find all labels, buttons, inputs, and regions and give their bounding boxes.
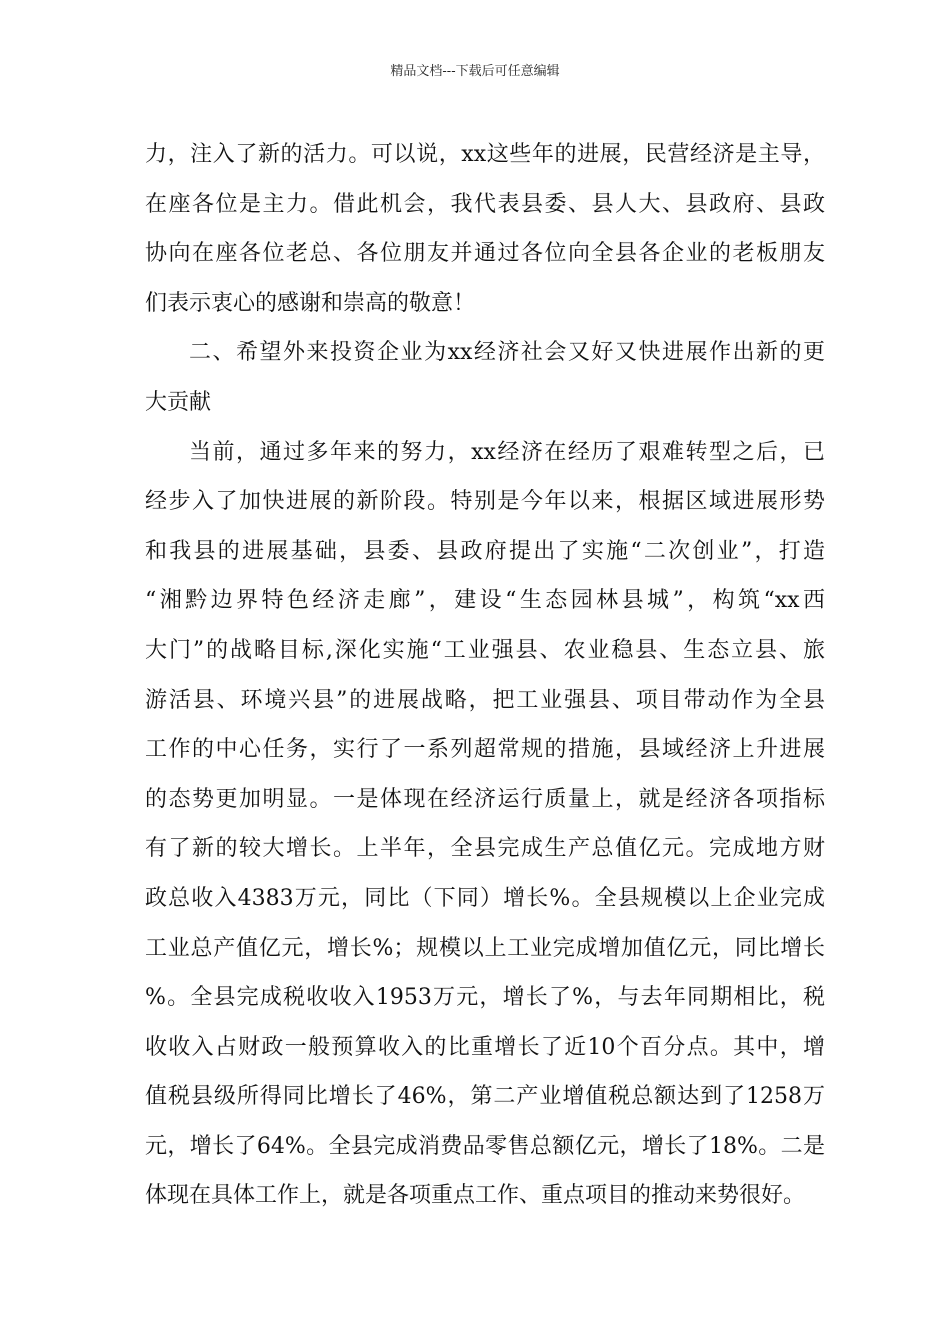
text-line: 大门”的战略目标,深化实施“工业强县、农业稳县、生态立县、旅: [145, 637, 825, 663]
paragraph-3: [145, 428, 825, 1222]
text-line: 收收入占财政一般预算收入的比重增长了近10个百分点。其中，增: [145, 1034, 825, 1060]
text-line: 的态势更加明显。一是体现在经济运行质量上，就是经济各项指标: [145, 786, 825, 812]
text-line: 体现在具体工作上，就是各项重点工作、重点项目的推动来势很好。: [145, 1183, 806, 1209]
text-line: 经步入了加快进展的新阶段。特别是今年以来，根据区域进展形势: [145, 489, 825, 515]
page-header: 精品文档---下载后可任意编辑: [390, 64, 560, 79]
text-line: 值税县级所得同比增长了46%，第二产业增值税总额达到了1258万: [145, 1084, 825, 1110]
text-line: 们表示衷心的感谢和崇高的敬意！: [145, 290, 476, 316]
text-line: %。全县完成税收收入1953万元，增长了%，与去年同期相比，税: [145, 985, 825, 1011]
paragraph-1: [145, 130, 825, 328]
text-line: 元，增长了64%。全县完成消费品零售总额亿元，增长了18%。二是: [145, 1133, 825, 1159]
text-line: 政总收入4383万元，同比（下同）增长%。全县规模以上企业完成: [145, 885, 825, 911]
text-line: 大贡献: [145, 389, 212, 415]
document-body: [145, 130, 825, 1221]
text-line: 协向在座各位老总、各位朋友并通过各位向全县各企业的老板朋友: [145, 241, 825, 267]
text-line: 二、希望外来投资企业为xx经济社会又好又快进展作出新的更: [189, 340, 825, 366]
text-line: 工作的中心任务，实行了一系列超常规的措施，县域经济上升进展: [145, 737, 825, 763]
text-line: 力，注入了新的活力。可以说，xx这些年的进展，民营经济是主导，: [145, 142, 825, 167]
text-line: 和我县的进展基础，县委、县政府提出了实施“二次创业”，打造: [145, 538, 825, 564]
text-line: 在座各位是主力。借此机会，我代表县委、县人大、县政府、县政: [145, 191, 825, 217]
text-line: 有了新的较大增长。上半年，全县完成生产总值亿元。完成地方财: [145, 836, 825, 862]
text-line: “湘黔边界特色经济走廊”，建设“生态园林县城”，构筑“xx西: [145, 588, 825, 614]
text-line: 游活县、环境兴县”的进展战略，把工业强县、项目带动作为全县: [145, 687, 825, 713]
text-line: 工业总产值亿元，增长%；规模以上工业完成增加值亿元，同比增长: [145, 935, 825, 961]
section-heading-2: [145, 328, 825, 427]
text-line: 当前，通过多年来的努力，xx经济在经历了艰难转型之后，已: [189, 439, 825, 465]
